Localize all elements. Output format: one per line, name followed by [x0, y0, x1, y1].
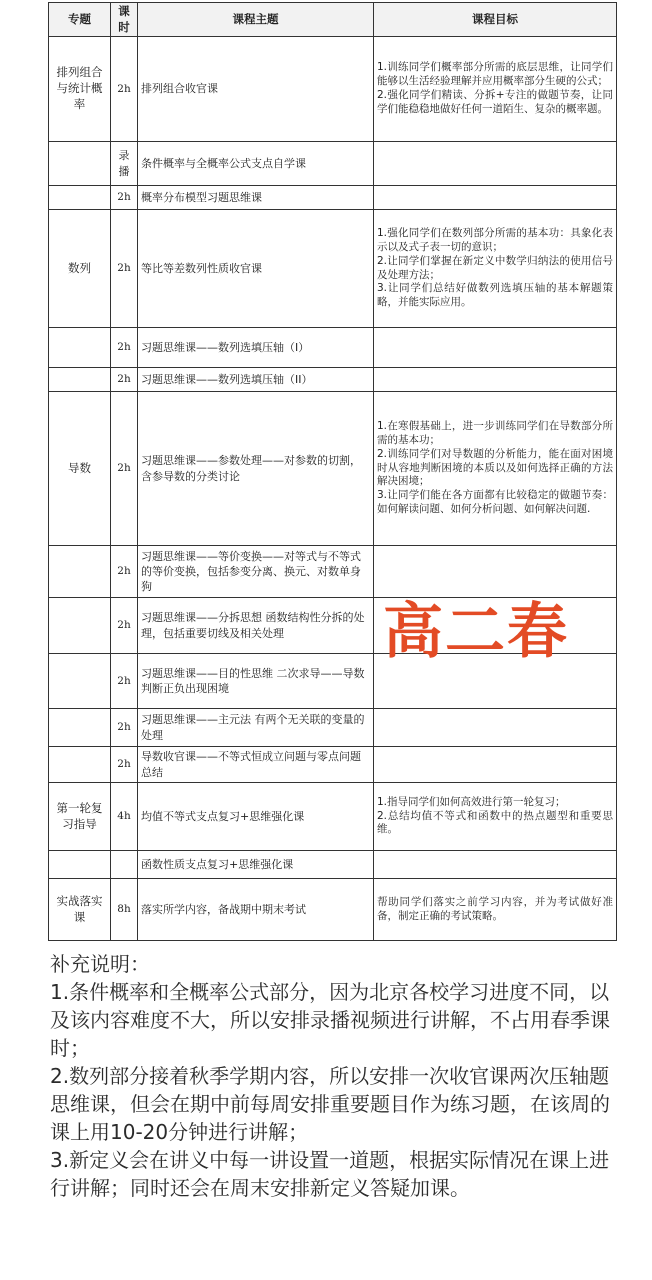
- hours-cell: [111, 851, 138, 879]
- header-title: 课程主题: [138, 3, 374, 37]
- goal-line: 2.训练同学们对导数题的分析能力，能在面对困境时从容地判断困境的本质以及如何选择正确的方法解决困境；: [377, 447, 613, 488]
- hours-cell: 2h: [111, 186, 138, 210]
- note-item: 2.数列部分接着秋季学期内容，所以安排一次收官课两次压轴题思维课，但会在期中前每周安排重要题目作为练习题，在该周的课上用10-20分钟进行讲解；: [50, 1064, 610, 1144]
- hours-cell: 2h: [111, 546, 138, 598]
- goals-cell-empty: [374, 368, 617, 392]
- goal-line: 3.让同学们能在各方面都有比较稳定的做题节奏：如何解读问题、如何分析问题、如何解决问题.: [377, 489, 613, 516]
- hours-cell: 4h: [111, 783, 138, 851]
- goals-cell: [374, 879, 617, 941]
- hours-cell: 2h: [111, 392, 138, 546]
- topic-cell-empty: [49, 654, 111, 709]
- title-cell: 习题思维课——等价变换——对等式与不等式的等价变换，包括参变分离、换元、对数单身狗: [138, 546, 374, 598]
- hours-cell: 2h: [111, 747, 138, 783]
- title-cell: 习题思维课——参数处理——对参数的切割，含参导数的分类讨论: [138, 392, 374, 546]
- table-row: [49, 747, 617, 783]
- goal-line: 1.指导同学们如何高效进行第一轮复习；: [377, 795, 566, 808]
- table-row: [49, 392, 617, 546]
- title-cell: 习题思维课——数列选填压轴（I）: [138, 328, 374, 368]
- topic-cell: 实战落实课: [49, 879, 111, 941]
- topic-cell-empty: [49, 851, 111, 879]
- header-hours: 课时: [111, 3, 138, 37]
- hours-cell: 2h: [111, 37, 138, 142]
- table-row: [49, 783, 617, 851]
- table-row: [49, 546, 617, 598]
- title-cell: 习题思维课——分拆思想 函数结构性分拆的处理，包括重要切线及相关处理: [138, 598, 374, 654]
- header-goals: 课程目标: [374, 3, 617, 37]
- topic-cell-empty: [49, 546, 111, 598]
- goal-line: 1.训练同学们概率部分所需的底层思维，让同学们能够以生活经验理解并应用概率部分生硬的公式；: [377, 61, 613, 88]
- title-cell: 导数收官课——不等式恒成立问题与零点问题总结: [138, 747, 374, 783]
- title-cell: 习题思维课——目的性思维 二次求导——导数判断正负出现困境: [138, 654, 374, 709]
- goals-cell-empty: [374, 142, 617, 186]
- table-row: [49, 851, 617, 879]
- hours-cell: 2h: [111, 210, 138, 328]
- goals-cell: [374, 210, 617, 328]
- goal-line: 3.让同学们总结好做数列选填压轴的基本解题策略，并能实际应用。: [377, 282, 613, 309]
- goals-cell-empty: [374, 747, 617, 783]
- goal-line: 2.让同学们掌握在新定义中数学归纳法的使用信号及处理方法；: [377, 254, 613, 281]
- hours-cell: 2h: [111, 328, 138, 368]
- topic-cell: 数列: [49, 210, 111, 328]
- goals-cell-empty: [374, 546, 617, 598]
- note-item: 1.条件概率和全概率公式部分，因为北京各校学习进度不同，以及该内容难度不大，所以安排录播视频进行讲解，不占用春季课时；: [50, 980, 610, 1060]
- title-cell: 习题思维课——数列选填压轴（II）: [138, 368, 374, 392]
- table-header-row: [49, 3, 617, 37]
- topic-cell-empty: [49, 747, 111, 783]
- title-cell: 排列组合收官课: [138, 37, 374, 142]
- title-cell: 等比等差数列性质收官课: [138, 210, 374, 328]
- grade-stamp: 高二春: [383, 597, 569, 667]
- goal-line: 2.强化同学们精读、分拆+专注的做题节奏，让同学们能稳稳地做好任何一道陌生、复杂的概率题。: [377, 89, 613, 115]
- table-row: [49, 37, 617, 142]
- goals-cell: [374, 392, 617, 546]
- goals-cell-empty: [374, 851, 617, 879]
- title-cell: 落实所学内容，备战期中期末考试: [138, 879, 374, 941]
- hours-cell: 2h: [111, 368, 138, 392]
- goals-cell: [374, 783, 617, 851]
- table-row: [49, 186, 617, 210]
- table-row: [49, 328, 617, 368]
- goal-line: 1.在寒假基础上，进一步训练同学们在导数部分所需的基本功；: [377, 419, 613, 446]
- table-row: [49, 210, 617, 328]
- hours-cell: 录播: [111, 142, 138, 186]
- notes-heading: 补充说明：: [50, 952, 150, 976]
- hours-cell: 2h: [111, 654, 138, 709]
- topic-cell: 第一轮复习指导: [49, 783, 111, 851]
- supplementary-notes: [50, 950, 626, 1202]
- title-cell: 习题思维课——主元法 有两个无关联的变量的处理: [138, 709, 374, 747]
- title-cell: 均值不等式支点复习+思维强化课: [138, 783, 374, 851]
- hours-cell: 2h: [111, 709, 138, 747]
- goals-cell-empty: [374, 709, 617, 747]
- hours-cell: 2h: [111, 598, 138, 654]
- topic-cell-empty: [49, 328, 111, 368]
- title-cell: 条件概率与全概率公式支点自学课: [138, 142, 374, 186]
- goals-cell-empty: [374, 328, 617, 368]
- goal-line: 2.总结均值不等式和函数中的热点题型和重要思维。: [377, 809, 613, 836]
- topic-cell: 导数: [49, 392, 111, 546]
- topic-cell-empty: [49, 186, 111, 210]
- note-item: 3.新定义会在讲义中每一讲设置一道题，根据实际情况在课上进行讲解；同时还会在周末安排新定义答疑加课。: [50, 1148, 610, 1200]
- table-row: [49, 879, 617, 941]
- title-cell: 函数性质支点复习+思维强化课: [138, 851, 374, 879]
- table-row: [49, 709, 617, 747]
- topic-cell-empty: [49, 598, 111, 654]
- topic-cell: 排列组合与统计概率: [49, 37, 111, 142]
- topic-cell-empty: [49, 368, 111, 392]
- table-row: [49, 142, 617, 186]
- header-topic: 专题: [49, 3, 111, 37]
- table-row: [49, 368, 617, 392]
- goal-line: 帮助同学们落实之前学习内容，并为考试做好准备，制定正确的考试策略。: [377, 895, 613, 922]
- goals-cell-empty: [374, 186, 617, 210]
- curriculum-table: [48, 2, 617, 941]
- goals-cell: [374, 37, 617, 142]
- title-cell: 概率分布模型习题思维课: [138, 186, 374, 210]
- hours-cell: 8h: [111, 879, 138, 941]
- topic-cell-empty: [49, 142, 111, 186]
- goal-line: 1.强化同学们在数列部分所需的基本功：具象化表示以及式子表一切的意识；: [377, 226, 613, 253]
- topic-cell-empty: [49, 709, 111, 747]
